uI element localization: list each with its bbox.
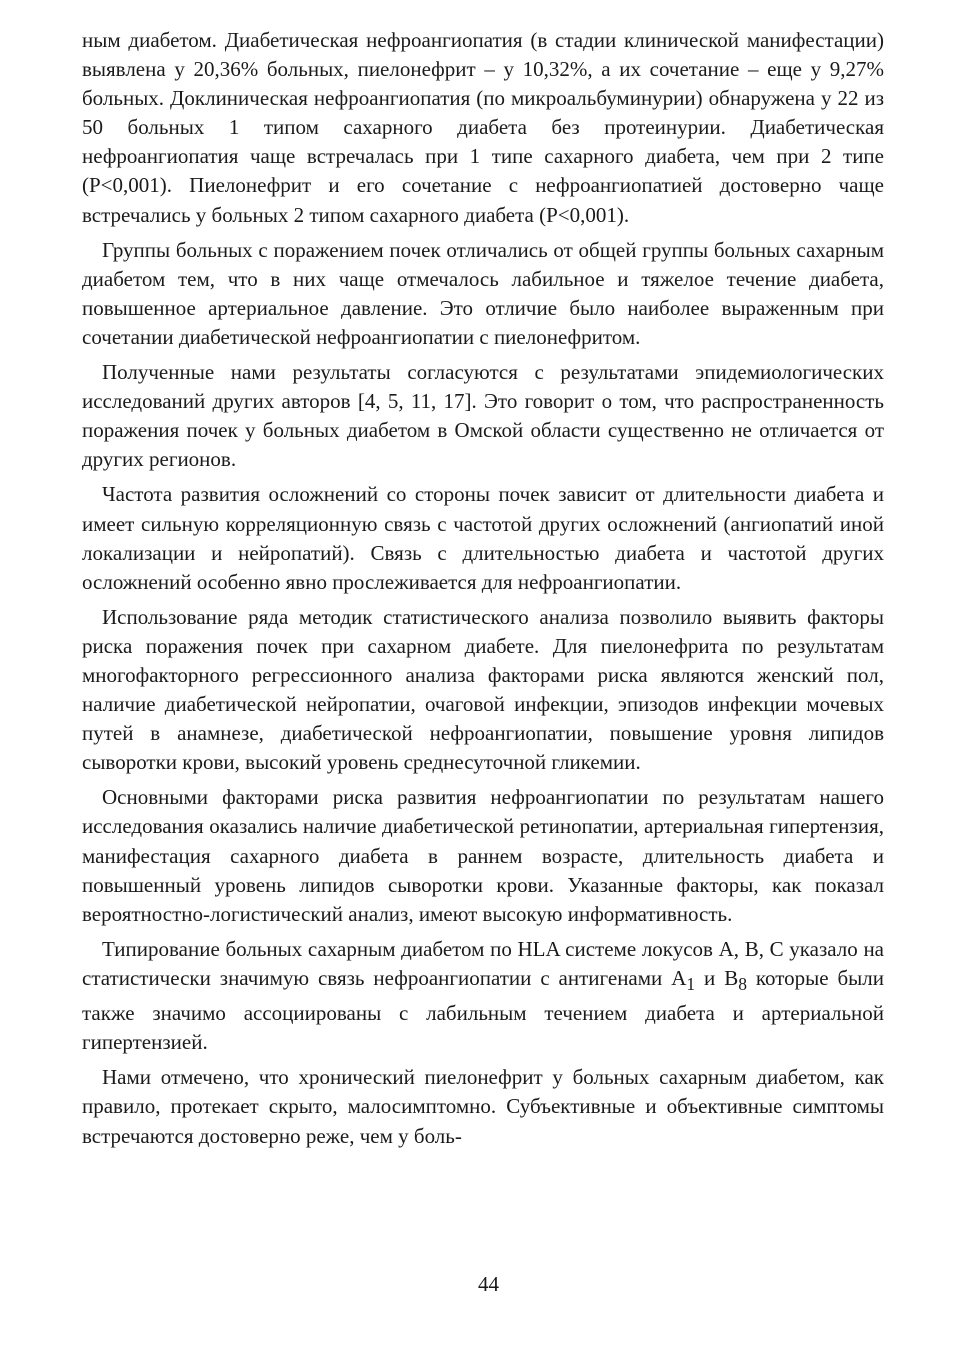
paragraph-diabetic-nephroangiopathy-stats: ным диабетом. Диабетическая нефроангиопатия (в стадии клинической манифестации) выявлена у 20,36% больных, пиелонефрит – у 10,32%, а их сочетание – еще у 9,27% больных. Доклиническая нефроангиопатия (по микроальбуминурии) обнаружена у 22 из 50 больных 1 типом сахарного диабета без протеинурии. Диабетическая нефроангиопатия чаще встречалась при 1 типе сахарного диабета, чем при 2 типе (P<0,001). Пиелонефрит и его сочетание с нефроангиопатией достоверно чаще встречались у больных 2 типом сахарного диабета (P<0,001). (82, 28, 884, 227)
hla-text-part-2: и В (695, 965, 739, 990)
hla-text-part-1: Типирование больных сахарным диабетом по HLA системе локусов А, В, С указало на статистически значимую связь нефроангиопатии с антигенами А (82, 936, 884, 990)
hla-text-part-3: которые были также значимо ассоциированы с лабильным течением диабета и артериальной гипертензией. (82, 965, 885, 1055)
paragraph-hla-typing (82, 935, 884, 1058)
paragraph-chronic-pyelonephritis: Нами отмечено, что хронический пиелонефрит у больных сахарным диабетом, как правило, протекает скрыто, малосимптомно. Субъективные и объективные симптомы встречаются достоверно реже, чем у боль- (82, 1065, 884, 1148)
page-number: 44 (478, 1272, 499, 1296)
paragraph-epidemiology: Полученные нами результаты согласуются с результатами эпидемиологических исследований других авторов [4, 5, 11, 17]. Это говорит о том, что распространенность поражения почек у больных диабетом в Омской области существенно не отличается от других регионов. (82, 360, 884, 472)
paragraph-nephroangiopathy-risk-factors: Основными факторами риска развития нефроангиопатии по результатам нашего исследования оказались наличие диабетической ретинопатии, артериальная гипертензия, манифестация сахарного диабета в раннем возрасте, длительность диабета и повышенный уровень липидов сыворотки крови. Указанные факторы, как показал вероятностно-логистический анализ, имеют высокую информативность. (82, 785, 884, 926)
paragraph-patient-groups: Группы больных с поражением почек отличались от общей группы больных сахарным диабетом тем, что в них чаще отмечалось лабильное и тяжелое течение диабета, повышенное артериальное давление. Это отличие было наиболее выраженным при сочетании диабетической нефроангиопатии с пиелонефритом. (82, 237, 884, 349)
paragraph-complication-frequency: Частота развития осложнений со стороны почек зависит от длительности диабета и имеет сильную корреляционную связь с частотой других осложнений (ангиопатий иной локализации и нейропатий). Связь с длительностью диабета и частотой других осложнений особенно явно прослеживается для нефроангиопатии. (82, 482, 884, 594)
hla-subscript-b: 8 (738, 974, 747, 995)
page-body (82, 26, 884, 1157)
paragraph-pyelonephritis-risk-factors: Использование ряда методик статистического анализа позволило выявить факторы риска поражения почек при сахарном диабете. Для пиелонефрита по результатам многофакторного регрессионного анализа факторами риска являются женский пол, наличие диабетической нейропатии, очаговой инфекции, эпизодов инфекции мочевых путей в анамнезе, диабетической нефроангиопатии, повышение уровня липидов сыворотки крови, высокий уровень среднесуточной гликемии. (82, 604, 884, 775)
hla-subscript-a: 1 (686, 974, 696, 995)
